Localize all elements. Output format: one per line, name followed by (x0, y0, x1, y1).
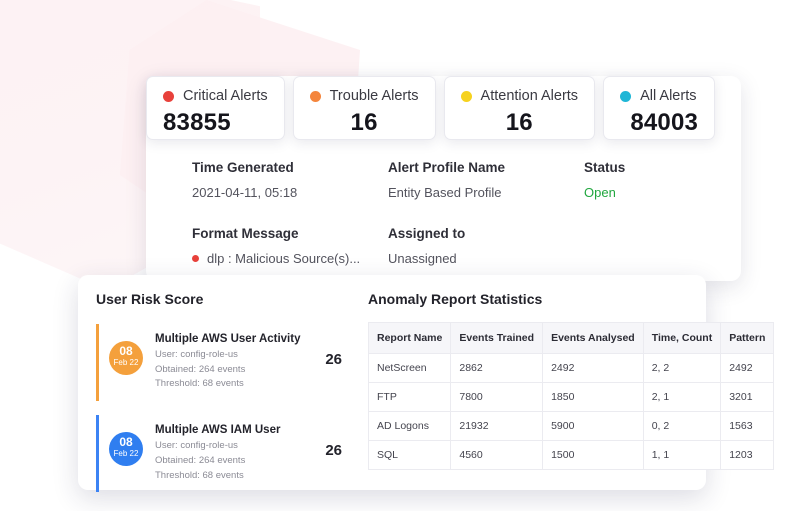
alert-stat-strip (146, 76, 723, 140)
detail-value: 2021-04-11, 05:18 (192, 185, 298, 200)
attention-alerts-dot-icon (461, 91, 472, 102)
detail-label: Alert Profile Name (388, 160, 506, 175)
risk-item-body (155, 424, 319, 483)
cell-pattern: 2492 (721, 354, 774, 383)
stat-card-value: 16 (505, 109, 533, 136)
stat-card-value: 84003 (630, 109, 699, 136)
detail-value: Entity Based Profile (388, 185, 502, 200)
risk-item-user: User: config-role-us (155, 440, 238, 452)
risk-item-score: 26 (325, 442, 342, 460)
date-badge (109, 341, 143, 375)
cell-events-analysed: 1850 (543, 383, 644, 412)
detail-value: Unassigned (388, 251, 457, 266)
alert-detail-row-secondary (192, 226, 712, 266)
date-badge (109, 432, 143, 466)
risk-item-body (155, 333, 319, 392)
detail-format-message (192, 226, 388, 266)
cell-report-name: FTP (369, 383, 451, 412)
risk-item-score: 26 (325, 351, 342, 368)
stat-card-header (620, 88, 698, 104)
list-item[interactable] (96, 324, 346, 401)
detail-spacer (584, 226, 712, 266)
cell-events-analysed: 1500 (543, 441, 644, 470)
table-row[interactable] (369, 412, 774, 441)
detail-label: Format Message (192, 226, 299, 241)
risk-item-threshold: Threshold: 68 events (155, 469, 244, 481)
risk-item-obtained: Obtained: 264 events (155, 363, 246, 375)
table-row[interactable] (369, 383, 774, 412)
detail-alert-profile-name (388, 160, 584, 200)
stat-card-header (310, 88, 419, 104)
risk-item-user: User: config-role-us (155, 349, 238, 360)
cell-events-trained: 2862 (451, 354, 543, 383)
detail-value-with-icon (192, 251, 388, 266)
stat-card-value: 16 (350, 109, 378, 136)
detail-value: dlp : Malicious Source(s)... (207, 251, 361, 266)
stat-card-header (163, 88, 268, 104)
cell-time-count: 1, 1 (643, 441, 720, 470)
cell-time-count: 2, 2 (643, 354, 720, 383)
stat-card-label: All Alerts (640, 88, 697, 104)
date-badge-day: 08 (119, 344, 133, 358)
stat-card-attention-alerts[interactable] (444, 76, 596, 140)
alert-detail-grid (192, 160, 712, 266)
risk-item-obtained: Obtained: 264 events (155, 454, 246, 466)
anomaly-report-section (368, 291, 766, 470)
table-header-row (369, 323, 774, 354)
table-body (369, 354, 774, 470)
stat-card-value: 83855 (163, 109, 231, 136)
detail-time-generated (192, 160, 388, 200)
cell-events-analysed: 2492 (543, 354, 644, 383)
stat-card-label: Attention Alerts (480, 88, 579, 104)
cell-pattern: 3201 (721, 383, 774, 412)
cell-pattern: 1563 (721, 412, 774, 441)
stat-card-label: Trouble Alerts (329, 88, 419, 104)
stat-card-trouble-alerts[interactable] (293, 76, 436, 140)
cell-report-name: NetScreen (369, 354, 451, 383)
table-row[interactable] (369, 441, 774, 470)
list-item[interactable] (96, 415, 346, 492)
user-risk-score-section (96, 291, 346, 492)
table-header (369, 323, 774, 354)
risk-item-name: Multiple AWS User Activity (155, 333, 301, 345)
detail-label: Assigned to (388, 226, 466, 241)
alert-detail-row-primary (192, 160, 712, 200)
date-badge-month: Feb 22 (113, 357, 139, 367)
column-header-events-trained[interactable]: Events Trained (451, 323, 543, 354)
all-alerts-dot-icon (620, 91, 631, 102)
cell-time-count: 0, 2 (643, 412, 720, 441)
cell-report-name: AD Logons (369, 412, 451, 441)
detail-assigned-to (388, 226, 584, 266)
cell-events-trained: 4560 (451, 441, 543, 470)
risk-item-name: Multiple AWS IAM User (155, 424, 281, 437)
date-badge-day: 08 (119, 435, 133, 450)
detail-status (584, 160, 712, 200)
anomaly-report-title: Anomaly Report Statistics (368, 291, 543, 307)
stat-card-header (461, 88, 579, 104)
stat-card-all-alerts[interactable] (603, 76, 715, 140)
cell-events-trained: 21932 (451, 412, 543, 441)
status-badge: Open (584, 185, 616, 200)
date-badge-month: Feb 22 (113, 448, 139, 458)
column-header-pattern[interactable]: Pattern (721, 323, 774, 354)
column-header-report-name[interactable]: Report Name (369, 323, 451, 354)
cell-events-trained: 7800 (451, 383, 543, 412)
user-risk-score-list (96, 324, 346, 492)
cell-time-count: 2, 1 (643, 383, 720, 412)
table-row[interactable] (369, 354, 774, 383)
severity-dot-icon (192, 255, 199, 262)
column-header-events-analysed[interactable]: Events Analysed (543, 323, 644, 354)
column-header-time-count[interactable]: Time, Count (643, 323, 720, 354)
cell-report-name: SQL (369, 441, 451, 470)
stat-card-critical-alerts[interactable] (146, 76, 285, 140)
cell-events-analysed: 5900 (543, 412, 644, 441)
risk-item-threshold: Threshold: 68 events (155, 378, 244, 390)
critical-alerts-dot-icon (163, 91, 174, 102)
user-risk-score-title: User Risk Score (96, 291, 204, 307)
detail-label: Time Generated (192, 160, 294, 175)
stat-card-label: Critical Alerts (183, 88, 268, 104)
anomaly-report-table (368, 322, 774, 470)
detail-label: Status (584, 160, 626, 175)
cell-pattern: 1203 (721, 441, 774, 470)
trouble-alerts-dot-icon (310, 91, 321, 102)
